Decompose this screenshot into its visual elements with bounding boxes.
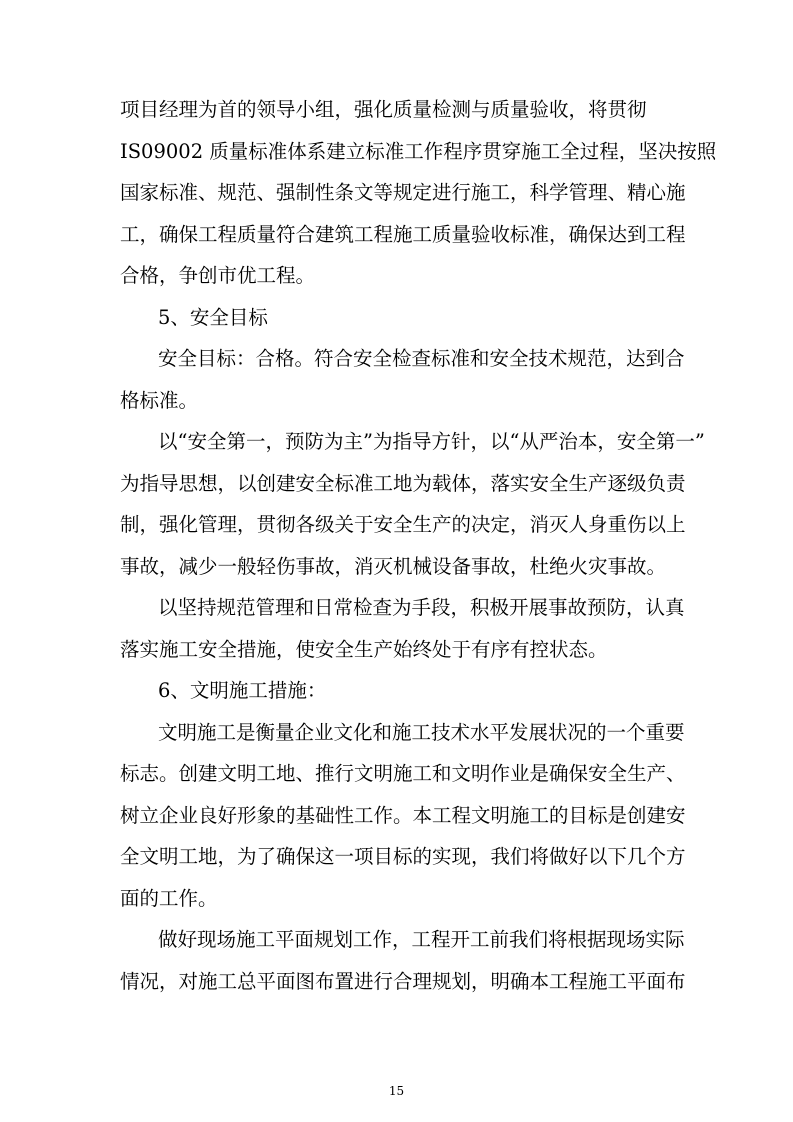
civilized-intro-line-5: 面的工作。 (120, 887, 218, 910)
safety-policy-line-1: 以“安全第一，预防为主”为指导方针，以“从严治本，安全第一” (158, 430, 705, 453)
safety-policy-line-3: 制，强化管理，贯彻各级关于安全生产的决定，消灭人身重伤以上 (120, 513, 686, 536)
safety-goal-line-1: 安全目标：合格。符合安全检查标准和安全技术规范，达到合 (158, 347, 685, 370)
safety-measures-line-1: 以坚持规范管理和日常检查为手段，积极开展事故预防，认真 (158, 596, 685, 619)
safety-policy-line-2: 为指导思想，以创建安全标准工地为载体，落实安全生产逐级负责 (120, 472, 686, 495)
quality-line-3: 国家标准、规范、强制性条文等规定进行施工，科学管理、精心施 (120, 181, 686, 204)
safety-goal-line-2: 格标准。 (120, 389, 199, 412)
section-heading-civilized: 6、文明施工措施： (158, 679, 327, 702)
civilized-intro-line-3: 树立企业良好形象的基础性工作。本工程文明施工的目标是创建安 (120, 804, 686, 827)
quality-line-5: 合格，争创市优工程。 (120, 264, 316, 287)
civilized-intro-line-2: 标志。创建文明工地、推行文明施工和文明作业是确保安全生产、 (120, 762, 686, 785)
safety-measures-line-2: 落实施工安全措施，使安全生产始终处于有序有控状态。 (120, 638, 608, 661)
civilized-intro-line-4: 全文明工地，为了确保这一项目标的实现，我们将做好以下几个方 (120, 845, 686, 868)
civilized-intro-line-1: 文明施工是衡量企业文化和施工技术水平发展状况的一个重要 (158, 721, 685, 744)
site-plan-line-2: 情况，对施工总平面图布置进行合理规划，明确本工程施工平面布 (120, 970, 686, 993)
site-plan-line-1: 做好现场施工平面规划工作，工程开工前我们将根据现场实际 (158, 928, 685, 951)
section-heading-safety: 5、安全目标 (158, 306, 268, 329)
safety-policy-line-4: 事故，减少一般轻伤事故，消灭机械设备事故，杜绝火灾事故。 (120, 555, 667, 578)
quality-line-1: 项目经理为首的领导小组，强化质量检测与质量验收，将贯彻 (120, 98, 647, 121)
quality-line-4: 工，确保工程质量符合建筑工程施工质量验收标准，确保达到工程 (120, 223, 686, 246)
quality-line-2: IS09002 质量标准体系建立标准工作程序贯穿施工全过程，坚决按照 (120, 140, 717, 163)
page-number: 15 (388, 1084, 405, 1098)
